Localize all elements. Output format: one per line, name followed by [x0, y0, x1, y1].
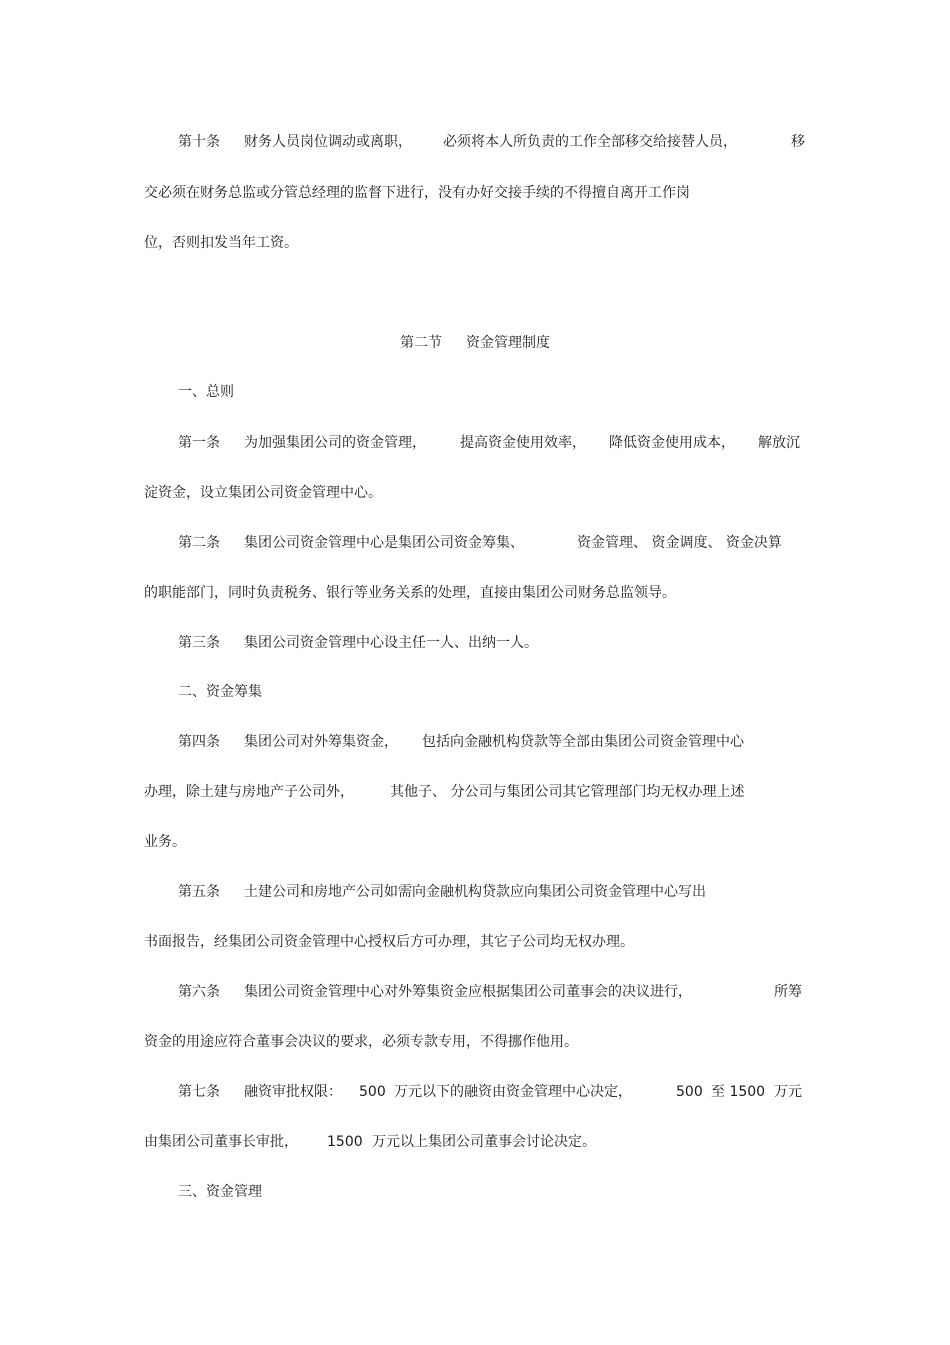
article7-line2-b: 1500 [327, 1134, 363, 1150]
article5-label: 第五条 [178, 884, 220, 900]
article10-line1-a: 财务人员岗位调动或离职， [244, 134, 412, 150]
article2-label: 第二条 [178, 535, 220, 551]
article6-line2: 资金的用途应符合董事会决议的要求，必须专款专用，不得挪作他用。 [144, 1034, 578, 1050]
article4-line1-b: 包括向金融机构贷款等全部由集团公司资金管理中心 [422, 734, 744, 750]
section-number: 第二节 [400, 335, 442, 351]
article7-line1-d: 500 [676, 1084, 703, 1100]
article7-line1-e: 至 1500 [711, 1084, 766, 1100]
article4-line3: 业务。 [144, 834, 186, 850]
article7-line1-a: 融资审批权限： [244, 1084, 342, 1100]
article2-line2: 的职能部门，同时负责税务、银行等业务关系的处理，直接由集团公司财务总监领导。 [144, 585, 676, 601]
article3-line1: 集团公司资金管理中心设主任一人、出纳一人。 [244, 635, 538, 651]
article10-line1-b: 必须将本人所负责的工作全部移交给接替人员， [443, 134, 737, 150]
article6-label: 第六条 [178, 984, 220, 1000]
article10-label: 第十条 [178, 134, 220, 150]
fundraising-heading: 二、资金筹集 [178, 684, 262, 700]
article1-line1-a: 为加强集团公司的资金管理， [244, 435, 426, 451]
article10-line1-c: 移 [791, 134, 805, 150]
article1-line1-c: 降低资金使用成本， [609, 435, 735, 451]
article1-line1-d: 解放沉 [758, 435, 800, 451]
management-heading: 三、资金管理 [178, 1184, 262, 1200]
article7-line1-b: 500 [359, 1084, 386, 1100]
article7-line1-f: 万元 [774, 1084, 802, 1100]
section-name: 资金管理制度 [466, 335, 550, 351]
article6-line1-a: 集团公司资金管理中心对外筹集资金应根据集团公司董事会的决议进行， [244, 984, 692, 1000]
article10-line2: 交必须在财务总监或分管总经理的监督下进行，没有办好交接手续的不得擅自离开工作岗 [144, 185, 690, 201]
article1-label: 第一条 [178, 435, 220, 451]
article4-line1-a: 集团公司对外筹集资金， [244, 734, 398, 750]
general-heading: 一、总则 [178, 384, 234, 400]
article1-line1-b: 提高资金使用效率， [460, 435, 586, 451]
section-title [0, 334, 950, 352]
article4-line2-a: 办理，除土建与房地产子公司外， [144, 784, 354, 800]
article7-label: 第七条 [178, 1084, 220, 1100]
article5-line2: 书面报告，经集团公司资金管理中心授权后方可办理，其它子公司均无权办理。 [144, 934, 634, 950]
article7-line2-c: 万元以上集团公司董事会讨论决定。 [372, 1134, 596, 1150]
article2-line1-a: 集团公司资金管理中心是集团公司资金筹集、 [244, 535, 524, 551]
article6-line1-b: 所筹 [774, 984, 802, 1000]
article5-line1: 土建公司和房地产公司如需向金融机构贷款应向集团公司资金管理中心写出 [244, 884, 706, 900]
article4-line2-b: 其他子、 分公司与集团公司其它管理部门均无权办理上述 [390, 784, 745, 800]
article2-line1-b: 资金管理、 资金调度、 资金决算 [577, 535, 782, 551]
article1-line2: 淀资金，设立集团公司资金管理中心。 [144, 485, 382, 501]
article3-label: 第三条 [178, 635, 220, 651]
article7-line2-a: 由集团公司董事长审批， [144, 1134, 298, 1150]
article7-line1-c: 万元以下的融资由资金管理中心决定， [394, 1084, 632, 1100]
article4-label: 第四条 [178, 734, 220, 750]
article10-line3: 位，否则扣发当年工资。 [144, 235, 298, 251]
